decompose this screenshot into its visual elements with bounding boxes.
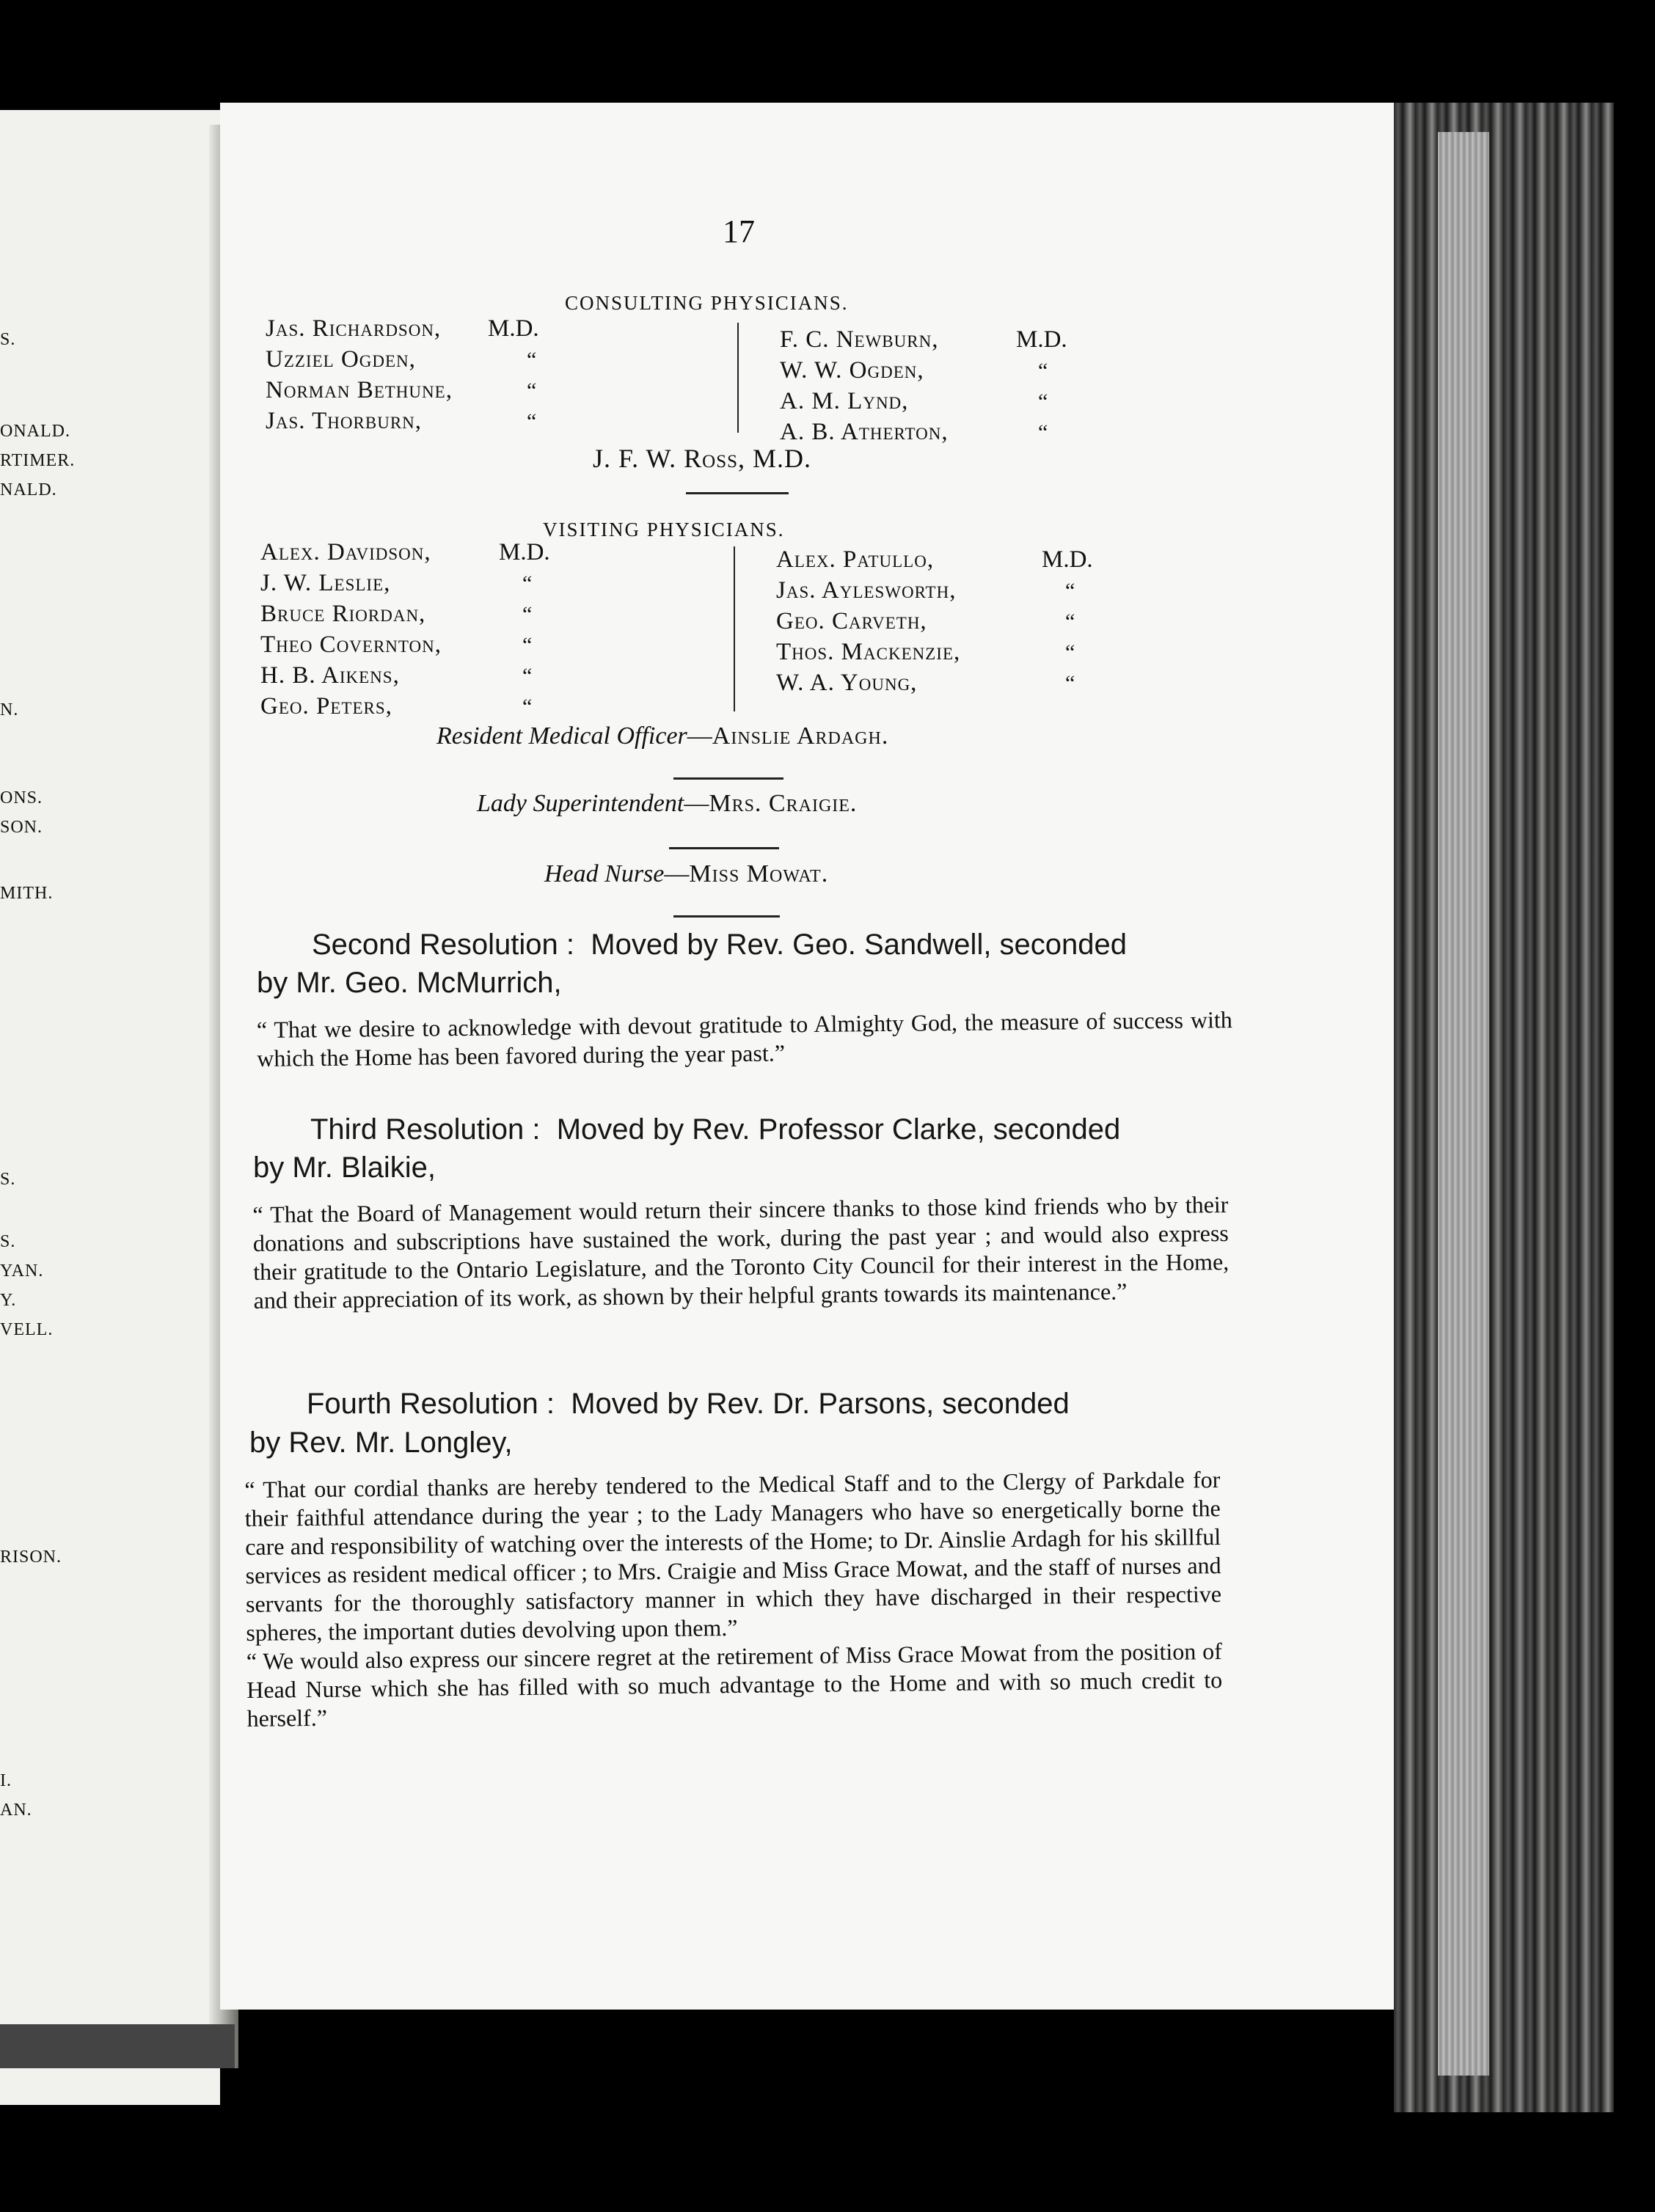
left-fragment: S.: [0, 1232, 16, 1251]
visiting-right-degree: “: [1065, 609, 1075, 634]
visiting-left-name: J. W. Leslie,: [260, 570, 391, 596]
left-fragment: VELL.: [0, 1320, 54, 1339]
visiting-left-name: Bruce Riordan,: [260, 601, 426, 627]
resolution-heading: [310, 1113, 1120, 1146]
officer-name: Ainslie Ardagh.: [712, 722, 889, 750]
visiting-left-name: Theo Covernton,: [260, 631, 442, 658]
left-fragment: RISON.: [0, 1548, 62, 1567]
left-fragment: ONALD.: [0, 422, 70, 441]
consulting-left-degree: “: [527, 348, 537, 372]
left-fragment: I.: [0, 1771, 12, 1790]
left-fragment: YAN.: [0, 1261, 44, 1281]
left-fragment: S.: [0, 330, 16, 349]
left-fragment: NALD.: [0, 480, 57, 499]
visiting-left-degree: “: [522, 571, 533, 596]
left-fragment: RTIMER.: [0, 451, 76, 470]
officer-name: Miss Mowat.: [689, 860, 829, 887]
officer-line: Resident Medical Officer—Ainslie Ardagh.: [436, 722, 889, 750]
consulting-footer-name: J. F. W. Ross, M.D.: [593, 444, 812, 473]
visiting-left-degree: “: [522, 602, 533, 626]
officer-title: Resident Medical Officer: [436, 722, 687, 750]
visiting-right-name: Jas. Aylesworth,: [776, 577, 957, 604]
divider-rule: [686, 492, 789, 494]
officer-title: Lady Superintendent: [477, 790, 684, 817]
visiting-heading: VISITING PHYSICIANS.: [543, 519, 785, 541]
page-number: 17: [723, 213, 755, 249]
divider-rule: [669, 847, 779, 849]
left-fragment: SON.: [0, 818, 43, 837]
resolution-heading: [307, 1388, 1070, 1421]
quote-paragraph: “ That our cordial thanks are hereby tendered to the Medical Staff and to the Clergy of Parkdale for their faithful attendance during the year ; to the Lady Managers who have so energetically borne the care and responsibility of watching over the interests of the Home; to Dr. Ainslie Ardagh for his skillful services as resident medical officer ; to Mrs. Craigie and Miss Grace Mowat, and the staff of nurses and servants for the thoroughly satisfactory manner in which they have discharged in their respective spheres, the important duties devolving upon them.”: [244, 1466, 1222, 1646]
resolution-mover: Moved by Rev. Professor Clarke, seconded: [556, 1113, 1121, 1146]
visiting-right-degree: “: [1065, 579, 1075, 603]
consulting-right-degree: “: [1038, 359, 1048, 383]
left-fragment: AN.: [0, 1801, 32, 1820]
visiting-divider: [734, 546, 735, 711]
left-fragment: S.: [0, 1170, 16, 1189]
consulting-right-name: F. C. Newburn,: [780, 326, 939, 353]
officer-title: Head Nurse: [544, 860, 665, 887]
resolution-quote: [244, 1465, 1223, 1733]
officer-name: Mrs. Craigie.: [709, 790, 858, 817]
visiting-right-name: Alex. Patullo,: [776, 546, 935, 573]
visiting-right-name: Thos. Mackenzie,: [776, 639, 961, 665]
officer-line: Lady Superintendent—Mrs. Craigie.: [477, 790, 858, 817]
page-edges: [1394, 103, 1614, 2112]
visiting-right-degree: “: [1065, 671, 1075, 695]
visiting-left-name: H. B. Aikens,: [260, 662, 400, 689]
divider-rule: [673, 777, 783, 780]
consulting-left-degree: M.D.: [488, 315, 539, 342]
left-fragment: ONS.: [0, 788, 43, 807]
resolution-label: Fourth Resolution :: [307, 1388, 555, 1420]
quote-paragraph: “ That the Board of Management would return their sincere thanks to those kind friends who by their donations and subscriptions have sustained the work, during the past year ; and would also express their gratitude to the Ontario Legislature, and the Toronto City Council for their interest in the Home, and their appreciation of its work, as shown by their helpful grants towards its maintenance.”: [252, 1191, 1230, 1314]
visiting-right-degree: “: [1065, 640, 1075, 664]
quote-paragraph: “ That we desire to acknowledge with devout gratitude to Almighty God, the measure of success with which the Home has been favored during the year past.”: [256, 1006, 1232, 1072]
page-edges-light: [1438, 132, 1489, 2076]
consulting-right-degree: M.D.: [1016, 326, 1067, 353]
visiting-left-degree: “: [522, 664, 533, 688]
left-fragment: N.: [0, 700, 19, 719]
consulting-left-name: Norman Bethune,: [266, 377, 453, 403]
visiting-right-name: Geo. Carveth,: [776, 608, 927, 634]
quote-paragraph: “ We would also express our sincere regret at the retirement of Miss Grace Mowat from the position of Head Nurse which she has filled with so much advantage to the Home and with so much credit to herself.”: [246, 1638, 1223, 1732]
resolution-label: Second Resolution :: [312, 929, 575, 961]
resolution-mover: Moved by Rev. Geo. Sandwell, seconded: [591, 929, 1128, 961]
consulting-left-name: Jas. Thorburn,: [266, 408, 423, 434]
consulting-right-degree: “: [1038, 389, 1048, 414]
consulting-left-degree: “: [527, 409, 537, 433]
visiting-left-degree: “: [522, 695, 533, 719]
resolution-seconder: by Mr. Blaikie,: [253, 1151, 436, 1184]
visiting-left-name: Alex. Davidson,: [260, 539, 431, 565]
officer-line: Head Nurse—Miss Mowat.: [544, 860, 829, 887]
divider-rule: [673, 915, 780, 918]
resolution-seconder: by Mr. Geo. McMurrich,: [257, 967, 562, 999]
book-cover-edge: [0, 2024, 235, 2068]
visiting-right-degree: M.D.: [1042, 546, 1093, 573]
consulting-left-degree: “: [527, 378, 537, 403]
visiting-left-degree: M.D.: [499, 539, 550, 565]
visiting-left-degree: “: [522, 633, 533, 657]
resolution-heading: [312, 929, 1127, 962]
resolution-mover: Moved by Rev. Dr. Parsons, seconded: [571, 1388, 1070, 1420]
consulting-left-name: Jas. Richardson,: [266, 315, 442, 342]
consulting-heading: CONSULTING PHYSICIANS.: [565, 292, 849, 314]
consulting-right-name: W. W. Ogden,: [780, 357, 924, 384]
left-fragment: Y.: [0, 1291, 17, 1310]
left-page: [0, 110, 220, 2105]
resolution-quote: [252, 1190, 1230, 1315]
consulting-right-name: A. B. Atherton,: [780, 419, 949, 445]
visiting-right-name: W. A. Young,: [776, 670, 918, 696]
resolution-quote: [257, 1006, 1233, 1073]
left-fragment: MITH.: [0, 884, 54, 903]
resolution-label: Third Resolution :: [310, 1113, 541, 1146]
consulting-right-name: A. M. Lynd,: [780, 388, 909, 414]
consulting-right-degree: “: [1038, 420, 1048, 444]
visiting-left-name: Geo. Peters,: [260, 693, 392, 719]
resolution-seconder: by Rev. Mr. Longley,: [249, 1427, 513, 1459]
consulting-divider: [737, 323, 739, 433]
consulting-left-name: Uzziel Ogden,: [266, 346, 416, 373]
